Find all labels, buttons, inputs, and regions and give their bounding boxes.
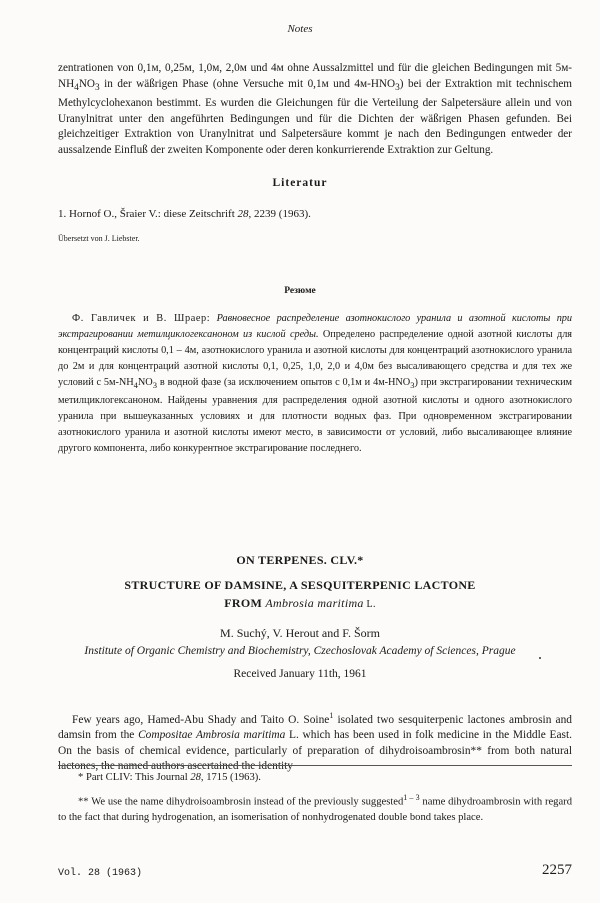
text-run: , 1,0 bbox=[191, 62, 213, 74]
reference-item bbox=[58, 208, 311, 220]
footnote-text: ** We use the name dihydroisoambrosin instead of the previously suggested bbox=[78, 796, 404, 808]
title-text: FROM bbox=[224, 596, 266, 610]
taxon-author: L. bbox=[363, 599, 376, 610]
text-run: Определено распределение одной азотной кислоты для концентраций кислоты 0,1 – 4 bbox=[58, 329, 572, 356]
text-run: L. which has been used in folk medicine in the Middle East. On the basis of chemical evidence, particularly of preparation of dihydroisoambrosin** from both natural lactones, the named authors ascertained the identity bbox=[58, 729, 572, 773]
abstract-title: Равновесное распределение азотнокислого уранила и азотной кислоты при экстрагировании метилциклогексаноном из кислой среды. bbox=[58, 313, 573, 340]
text-run: и 4 bbox=[361, 377, 379, 388]
text-run: -HNO bbox=[384, 377, 411, 388]
subscript: 4 bbox=[74, 82, 79, 93]
text-run: in der wäßrigen Phase (ohne Versuche mit 0,1 bbox=[99, 77, 322, 90]
text-run: и для концентраций азотной кислоты 0,1, 0,25, 1,0, 2,0 и 4,0 bbox=[84, 361, 368, 372]
species-name: Compositae Ambrosia maritima bbox=[138, 729, 286, 742]
running-head: Notes bbox=[287, 23, 313, 35]
subscript: 3 bbox=[410, 380, 415, 391]
article-title: STRUCTURE OF DAMSINE, A SESQUITERPENIC LACTONE bbox=[124, 578, 476, 592]
text-run: , 0,25 bbox=[158, 62, 185, 74]
subscript: 4 bbox=[133, 380, 138, 391]
text-run: Few years ago, Hamed-Abu Shady and Taito O. Soine bbox=[72, 713, 330, 726]
text-run: und 4 bbox=[246, 62, 277, 74]
text-run: м bbox=[360, 77, 368, 90]
text-run: м bbox=[77, 361, 85, 372]
rezume-heading: Резюме bbox=[284, 286, 316, 296]
footnote-rule bbox=[58, 765, 572, 766]
citation-superscript: 1 bbox=[329, 711, 334, 720]
footnote-text: , 1715 (1963). bbox=[200, 772, 261, 783]
text-run: -NH bbox=[58, 62, 573, 90]
text-run: -NH bbox=[115, 377, 134, 388]
reference-text: , 2239 (1963). bbox=[248, 208, 311, 220]
article-institute: Institute of Organic Chemistry and Biochemistry, Czechoslovak Academy of Sciences, Prague bbox=[84, 645, 516, 657]
subscript: 3 bbox=[95, 82, 100, 93]
species-name: Ambrosia maritima bbox=[265, 596, 364, 610]
russian-abstract bbox=[58, 311, 572, 457]
reference-text: 1. Hornof O., Šraier V.: diese Zeitschrift bbox=[58, 208, 238, 220]
text-run: м bbox=[151, 62, 159, 74]
footnote-text: name dihydroambrosin with regard to the fact that during hydrogenation, an isomerisation of nonhydrogenated double bond takes place. bbox=[58, 796, 572, 823]
text-run: und 4 bbox=[328, 77, 361, 90]
volume-folio: Vol. 28 (1963) bbox=[58, 868, 143, 879]
text-run: NO bbox=[137, 377, 153, 388]
text-run: м bbox=[355, 377, 362, 388]
text-run: , 2,0 bbox=[219, 62, 240, 74]
footnote bbox=[58, 770, 572, 785]
print-speck bbox=[539, 657, 541, 659]
text-run: м bbox=[189, 345, 197, 356]
article-title-line2 bbox=[0, 596, 600, 611]
german-paragraph bbox=[58, 61, 572, 158]
text-run: -HNO bbox=[367, 77, 396, 90]
text-run: zentrationen von 0,1 bbox=[58, 62, 152, 74]
text-run: isolated two sesquiterpenic lactones ambrosin and damsin from the bbox=[58, 713, 572, 742]
footnote-text: * Part CLIV: This Journal bbox=[78, 772, 191, 783]
footnote-volume: 28 bbox=[190, 772, 201, 783]
received-date: Received January 11th, 1961 bbox=[233, 668, 367, 680]
article-authors: M. Suchý, V. Herout and F. Šorm bbox=[220, 626, 380, 640]
text-run: м bbox=[239, 62, 247, 74]
literatur-heading: Literatur bbox=[272, 177, 328, 189]
subscript: 3 bbox=[395, 82, 400, 93]
text-run: м bbox=[276, 62, 284, 74]
reference-volume: 28 bbox=[237, 208, 249, 220]
text-run: м bbox=[321, 77, 329, 90]
text-run: NO bbox=[78, 77, 96, 90]
text-run: в водной фазе (за исключением опытов с 0,1 bbox=[156, 377, 356, 388]
text-run: м bbox=[561, 62, 569, 74]
citation-superscript: 1 – 3 bbox=[403, 793, 420, 802]
footnote bbox=[58, 790, 572, 825]
text-run: м bbox=[367, 361, 374, 372]
text-run: м bbox=[212, 62, 220, 74]
text-run: м bbox=[184, 62, 192, 74]
translator-note: Übersetzt von J. Liebster. bbox=[58, 234, 140, 243]
text-run: , азотнокислого уранила и азотной кислоты для концентраций азотнокислого уранила до 2 bbox=[58, 345, 573, 372]
abstract-authors: Ф. Гавличек и В. Шраер: bbox=[72, 313, 211, 324]
text-run: без высаливающего средства и для тех же условий с 5 bbox=[58, 361, 572, 388]
text-run: ohne Aussalzmittel und für die gleichen Bedingungen mit 5 bbox=[283, 62, 562, 74]
text-run: м bbox=[378, 377, 385, 388]
page-number: 2257 bbox=[542, 862, 572, 878]
text-run: ) bei der Extraktion mit technischem Methylcyclohexanon bestimmt. Es wurden die Gleichungen für die Verteilung der Salpetersäure allein und von Uranylnitrat unter den angeführten Bedingungen und für die Dichten der wäßrigen Phasen gefunden. Bei gleichzeitiger Extraktion von Uranylnitrat und Salpetersäure kommt je nach den Bedingungen entweder der aussalzende Einfluß der zweiten Komponente oder deren konkurrierende Extraktion zur Geltung. bbox=[58, 77, 572, 156]
article-series: ON TERPENES. CLV.* bbox=[236, 553, 364, 567]
text-run: м bbox=[109, 377, 116, 388]
subscript: 3 bbox=[152, 380, 157, 391]
text-run: ) при экстрагировании техническим метилциклогексаноном. Найдены уравнения для распределения одной азотной кислоты и одного азотнокислого уранила при вышеуказанных условиях и для плотности водных фаз. При одновременном экстрагировании азотнокислого уранила и азотной кислоты имеют место, в зависимости от условий, либо высаливающее влияние другого компонента, либо конкурентное экстрагирование последнего. bbox=[58, 377, 572, 455]
